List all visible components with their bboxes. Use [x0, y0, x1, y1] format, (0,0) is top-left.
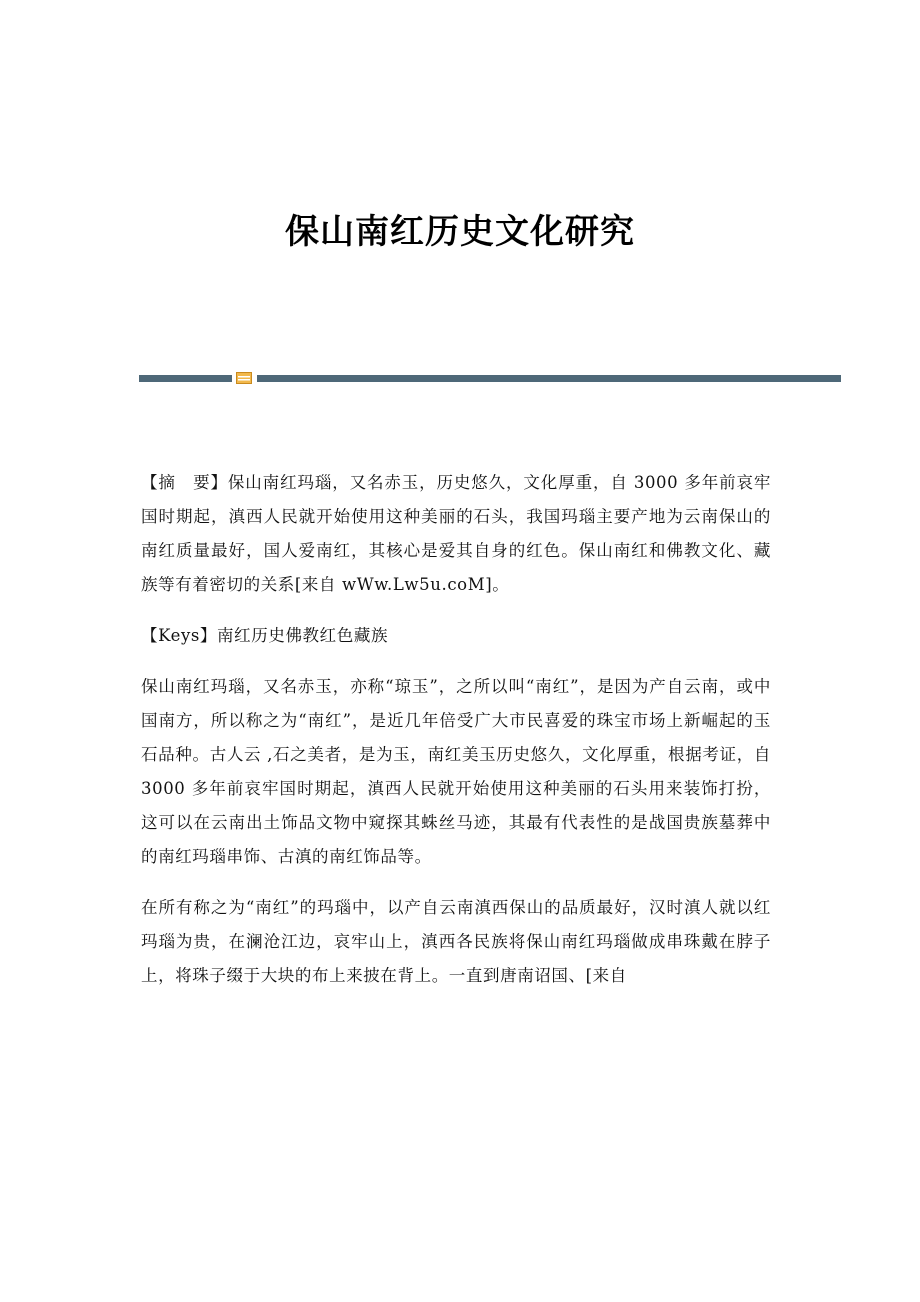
keywords-text: 南红历史佛教红色藏族: [217, 626, 389, 645]
divider-ornament-icon: [236, 372, 252, 384]
document-title: 保山南红历史文化研究: [285, 212, 635, 252]
divider-bar-right: [257, 375, 841, 382]
title-divider: [139, 371, 841, 385]
body-paragraph: 在所有称之为“南红”的玛瑙中，以产自云南滇西保山的品质最好，汉时滇人就以红玛瑙为贵，在澜沧江边，哀牢山上，滇西各民族将保山南红玛瑙做成串珠戴在脖子上，将珠子缀于大块的布上来披在背上。一直到唐南诏国、[来自: [141, 898, 771, 985]
abstract-text: 保山南红玛瑙，又名赤玉，历史悠久，文化厚重，自 3000 多年前哀牢国时期起，滇西人民就开始使用这种美丽的石头，我国玛瑙主要产地为云南保山的南红质量最好，国人爱南红，其核心是爱其自身的红色。保山南红和佛教文化、藏族等有着密切的关系[来自 wWw.Lw5u.coM]。: [141, 473, 771, 594]
abstract-paragraph: [141, 466, 771, 602]
keywords-label: 【Keys】: [141, 626, 218, 645]
divider-bar-left: [139, 375, 232, 382]
keywords-paragraph: [141, 619, 771, 653]
document-body: [141, 466, 771, 1010]
body-paragraph: 保山南红玛瑙，又名赤玉，亦称“琼玉”，之所以叫“南红”，是因为产自云南，或中国南方，所以称之为“南红”，是近几年倍受广大市民喜爱的珠宝市场上新崛起的玉石品种。古人云 ,石之美者，是为玉，南红美玉历史悠久，文化厚重，根据考证，自 3000 多年前哀牢国时期起，滇西人民就开始使用这种美丽的石头用来装饰打扮，这可以在云南出土饰品文物中窥探其蛛丝马迹，其最有代表性的是战国贵族墓葬中的南红玛瑙串饰、古滇的南红饰品等。: [141, 677, 771, 866]
abstract-label: 【摘 要】: [141, 473, 228, 492]
